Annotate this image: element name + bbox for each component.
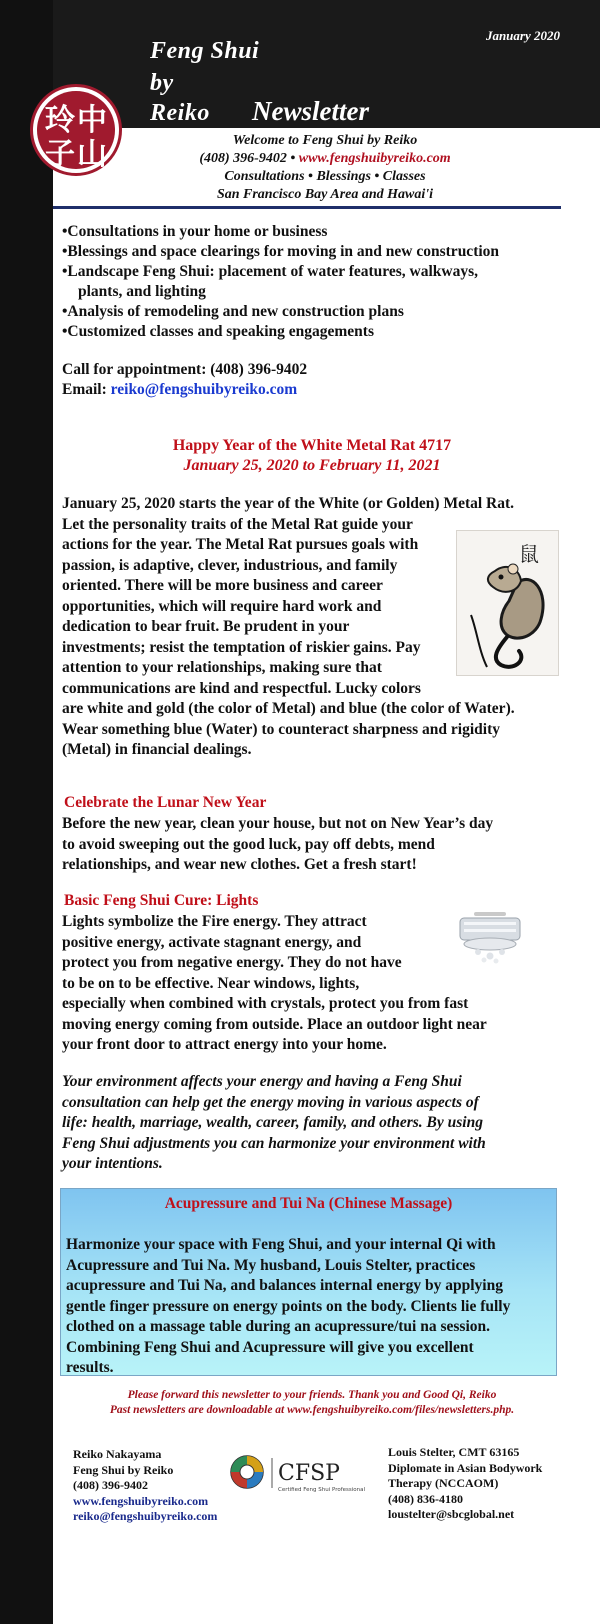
paragraph-line: especially when combined with crystals, protect you from fast bbox=[62, 995, 469, 1012]
paragraph-line: January 25, 2020 starts the year of the White (or Golden) Metal Rat. bbox=[62, 495, 515, 512]
rat-chinese-char: 鼠 bbox=[519, 542, 539, 566]
paragraph-line: positive energy, activate stagnant energy, and bbox=[62, 933, 362, 951]
paragraph-line: protect you from negative energy. They do not have bbox=[62, 954, 402, 971]
title-feng-shui: Feng Shui bbox=[150, 38, 260, 64]
paragraph-line: investments; resist the temptation of riskier gains. Pay bbox=[62, 638, 421, 656]
footer-reiko-contact bbox=[73, 1447, 217, 1525]
seal-char: 山 bbox=[77, 137, 107, 172]
lights-paragraph bbox=[62, 912, 487, 1056]
paragraph-line: dedication to bear fruit. Be prudent in your bbox=[62, 618, 350, 635]
footer-right-phone: (408) 836-4180 bbox=[388, 1491, 463, 1506]
footer-name: Reiko Nakayama bbox=[73, 1447, 162, 1461]
services-list bbox=[62, 222, 582, 342]
paragraph-line: acupressure and Tui Na, and balances internal energy by applying bbox=[66, 1277, 503, 1294]
paragraph-line: gentle finger pressure on energy points on the body. Clients lie fully bbox=[66, 1297, 511, 1315]
cfsp-emblem-icon bbox=[228, 1452, 366, 1496]
service-item: •Blessings and space clearings for moving in and new construction bbox=[62, 243, 500, 260]
service-item: •Consultations in your home or business bbox=[62, 223, 328, 240]
acupressure-paragraph bbox=[66, 1235, 554, 1379]
paragraph-line: moving energy coming from outside. Place an outdoor light near bbox=[62, 1015, 487, 1033]
reiko-seal-logo bbox=[30, 84, 122, 176]
acupressure-box bbox=[60, 1188, 557, 1376]
newsletter-title: Newsletter bbox=[252, 96, 369, 126]
newsletter-date: January 2020 bbox=[485, 28, 560, 43]
lunar-new-year-heading: Celebrate the Lunar New Year bbox=[64, 794, 267, 811]
forward-line-1: Please forward this newsletter to your friends. Thank you and Good Qi, Reiko bbox=[127, 1389, 497, 1401]
rat-year-dates: January 25, 2020 to February 11, 2021 bbox=[183, 457, 441, 474]
appointment-call: Call for appointment: (408) 396-9402 bbox=[62, 361, 308, 378]
paragraph-line: Your environment affects your energy and having a Feng Shui bbox=[62, 1073, 462, 1090]
cfsp-mark: CFSP bbox=[278, 1461, 340, 1486]
paragraph-line: Before the new year, clean your house, but not on New Year’s day bbox=[62, 815, 494, 832]
seal-char: 玲 bbox=[45, 103, 75, 138]
footer-right-email[interactable]: loustelter@sbcglobal.net bbox=[388, 1507, 515, 1521]
rat-year-heading: Happy Year of the White Metal Rat 4717 bbox=[172, 437, 452, 454]
rat-year-heading-block bbox=[62, 436, 562, 476]
title-by: by bbox=[150, 70, 174, 96]
rat-year-paragraph bbox=[62, 494, 515, 761]
paragraph-line: consultation can help get the energy moving in various aspects of bbox=[62, 1093, 479, 1111]
lights-heading: Basic Feng Shui Cure: Lights bbox=[64, 892, 259, 909]
email-link[interactable]: reiko@fengshuibyreiko.com bbox=[110, 381, 298, 398]
environment-paragraph bbox=[62, 1072, 552, 1175]
footer-right-title: Therapy (NCCAOM) bbox=[388, 1476, 499, 1490]
header-phone: (408) 396-9402 bbox=[199, 151, 287, 166]
paragraph-line: attention to your relationships, making sure that bbox=[62, 659, 382, 676]
cfsp-logo bbox=[228, 1452, 366, 1496]
footer-email-link[interactable]: reiko@fengshuibyreiko.com bbox=[73, 1509, 218, 1523]
paragraph-line: your front door to attract energy into your home. bbox=[62, 1036, 387, 1053]
bullet: • bbox=[290, 151, 296, 166]
paragraph-line: results. bbox=[66, 1359, 114, 1376]
paragraph-line: Lights symbolize the Fire energy. They attract bbox=[62, 913, 367, 930]
left-black-bar bbox=[0, 0, 53, 1624]
service-item: •Landscape Feng Shui: placement of water features, walkways, bbox=[62, 263, 479, 280]
paragraph-line: passion, is adaptive, clever, industrious, and family bbox=[62, 556, 398, 574]
email-label: Email: bbox=[62, 381, 107, 398]
paragraph-line: to avoid sweeping out the good luck, pay off debts, mend bbox=[62, 835, 435, 853]
paragraph-line: Wear something blue (Water) to counteract sharpness and rigidity bbox=[62, 720, 501, 738]
paragraph-line: are white and gold (the color of Metal) and blue (the color of Water). bbox=[62, 700, 515, 717]
seal-char: 中 bbox=[77, 103, 107, 138]
footer-louis-contact bbox=[388, 1445, 542, 1523]
appointment-email-line bbox=[62, 380, 307, 400]
paragraph-line: actions for the year. The Metal Rat pursues goals with bbox=[62, 536, 419, 553]
paragraph-line: Acupressure and Tui Na. My husband, Louis Stelter, practices bbox=[66, 1256, 476, 1274]
seal-char: 子 bbox=[45, 137, 75, 172]
chandelier-icon bbox=[454, 910, 526, 968]
forward-line-2: Past newsletters are downloadable at www.fengshuibyreiko.com/files/newsletters.php. bbox=[109, 1404, 515, 1416]
acupressure-heading: Acupressure and Tui Na (Chinese Massage) bbox=[164, 1195, 453, 1212]
paragraph-line: Feng Shui adjustments you can harmonize your environment with bbox=[62, 1134, 486, 1152]
cfsp-caption: Certified Feng Shui Professional bbox=[278, 1487, 366, 1493]
title-reiko: Reiko bbox=[150, 100, 210, 126]
services-summary-line: Consultations • Blessings • Classes bbox=[224, 169, 426, 184]
paragraph-line: Let the personality traits of the Metal Rat guide your bbox=[62, 515, 413, 533]
footer-right-title: Diplomate in Asian Bodywork bbox=[388, 1460, 543, 1475]
paragraph-line: (Metal) in financial dealings. bbox=[62, 741, 252, 758]
header-website-link[interactable]: www.fengshuibyreiko.com bbox=[298, 151, 451, 166]
header-divider bbox=[53, 206, 561, 209]
lunar-new-year-paragraph bbox=[62, 814, 493, 876]
paragraph-line: Combining Feng Shui and Acupressure will give you excellent bbox=[66, 1338, 474, 1356]
service-item: •Analysis of remodeling and new construction plans bbox=[62, 303, 404, 320]
paragraph-line: opportunities, which will require hard work and bbox=[62, 597, 382, 615]
contact-block bbox=[140, 132, 510, 204]
paragraph-line: Harmonize your space with Feng Shui, and your internal Qi with bbox=[66, 1236, 496, 1253]
service-area-line: San Francisco Bay Area and Hawai'i bbox=[216, 187, 434, 202]
service-item: •Customized classes and speaking engagements bbox=[62, 323, 374, 340]
service-item-continued: plants, and lighting bbox=[78, 283, 206, 300]
welcome-line: Welcome to Feng Shui by Reiko bbox=[232, 133, 418, 148]
footer-business: Feng Shui by Reiko bbox=[73, 1462, 174, 1477]
appointment-block bbox=[62, 360, 307, 400]
paragraph-line: your intentions. bbox=[62, 1155, 163, 1172]
footer-right-name: Louis Stelter, CMT 63165 bbox=[388, 1445, 520, 1459]
crystal-ceiling-light-image bbox=[454, 910, 526, 968]
seal-red-circle bbox=[37, 91, 115, 172]
paragraph-line: relationships, and wear new clothes. Get a fresh start! bbox=[62, 856, 417, 873]
footer-website-link[interactable]: www.fengshuibyreiko.com bbox=[73, 1493, 209, 1508]
paragraph-line: clothed on a massage table during an acupressure/tui na session. bbox=[66, 1318, 491, 1335]
metal-rat-illustration bbox=[456, 530, 559, 676]
paragraph-line: communications are kind and respectful. Lucky colors bbox=[62, 679, 421, 697]
paragraph-line: life: health, marriage, wealth, career, family, and others. By using bbox=[62, 1114, 483, 1131]
paragraph-line: to be on to be effective. Near windows, lights, bbox=[62, 974, 360, 992]
paragraph-line: oriented. There will be more business and career bbox=[62, 577, 383, 594]
footer-phone: (408) 396-9402 bbox=[73, 1478, 148, 1492]
forward-note bbox=[62, 1388, 562, 1418]
phone-website-line bbox=[140, 150, 510, 168]
rat-drawing-icon bbox=[457, 531, 560, 677]
